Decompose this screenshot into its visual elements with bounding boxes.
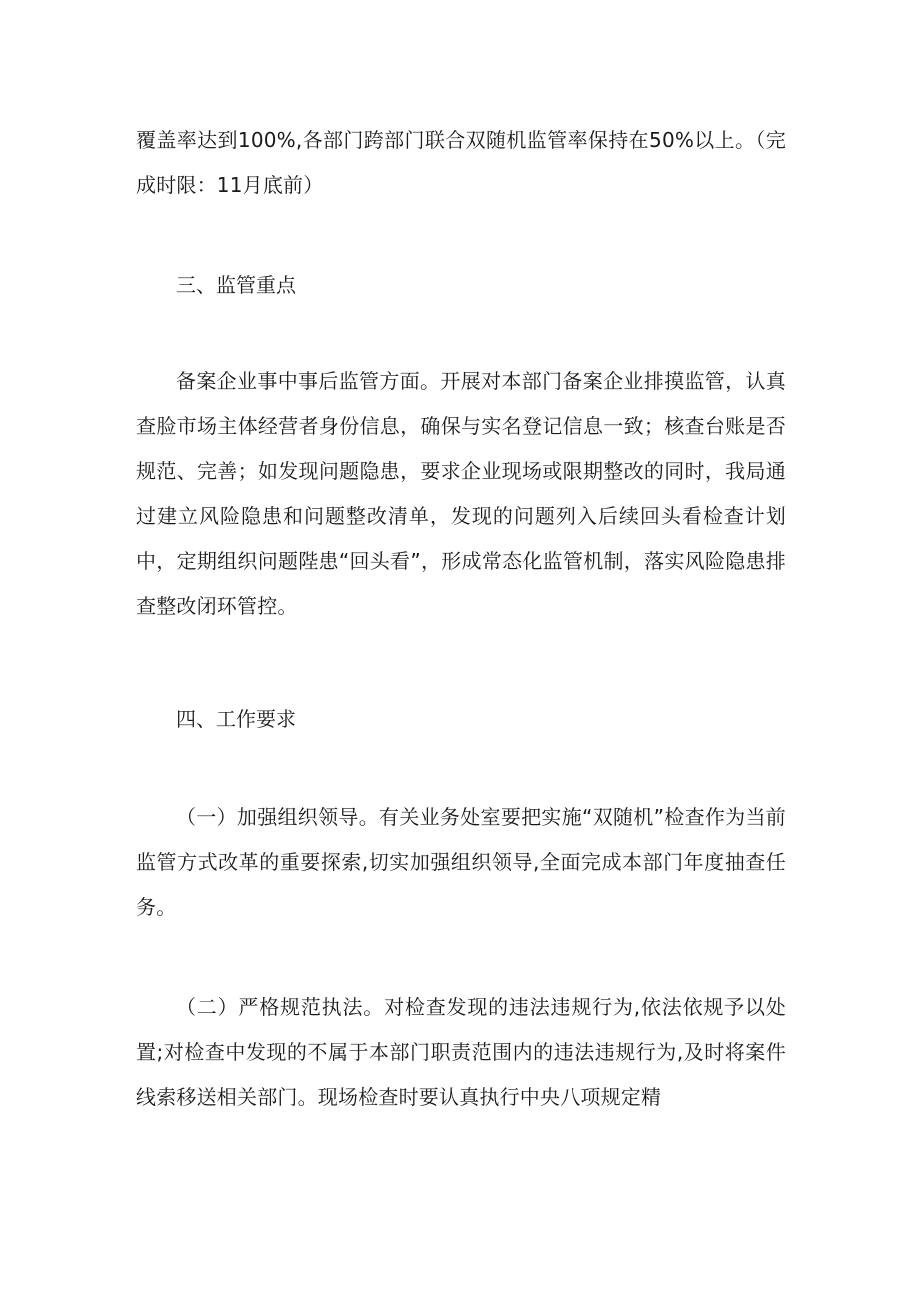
section-heading-work-requirements: 四、工作要求: [176, 707, 296, 731]
paragraph-supervision-focus: 备案企业事中事后监管方面。开展对本部门备案企业排摸监管，认真查脸市场主体经营者身份信息，确保与实名登记信息一致；核查台账是否规范、完善；如发现问题隐患，要求企业现场或限期整改的同时，我局通过建立风险隐患和问题整改清单，发现的问题列入后续回头看检查计划中，定期组织问题陛患“回头看”，形成常态化监管机制，落实风险隐患排查整改闭环管控。: [136, 369, 786, 618]
section-heading-supervision-focus: 三、监管重点: [176, 273, 296, 297]
paragraph-regulate-enforcement: （二）严格规范执法。对检查发现的违法违规行为,依法依规予以处置;对检查中发现的不属于本部门职责范围内的违法违规行为,及时将案件线索移送相关部门。现场检查时要认真执行中央八项规定精: [136, 995, 786, 1109]
paragraph-continuation: 覆盖率达到100%,各部门跨部门联合双随机监管率保持在50%以上。（完成时限：11月底前）: [136, 128, 786, 197]
paragraph-strengthen-leadership: （一）加强组织领导。有关业务处室要把实施“双随机”检查作为当前监管方式改革的重要探索,切实加强组织领导,全面完成本部门年度抽查任务。: [136, 805, 786, 919]
